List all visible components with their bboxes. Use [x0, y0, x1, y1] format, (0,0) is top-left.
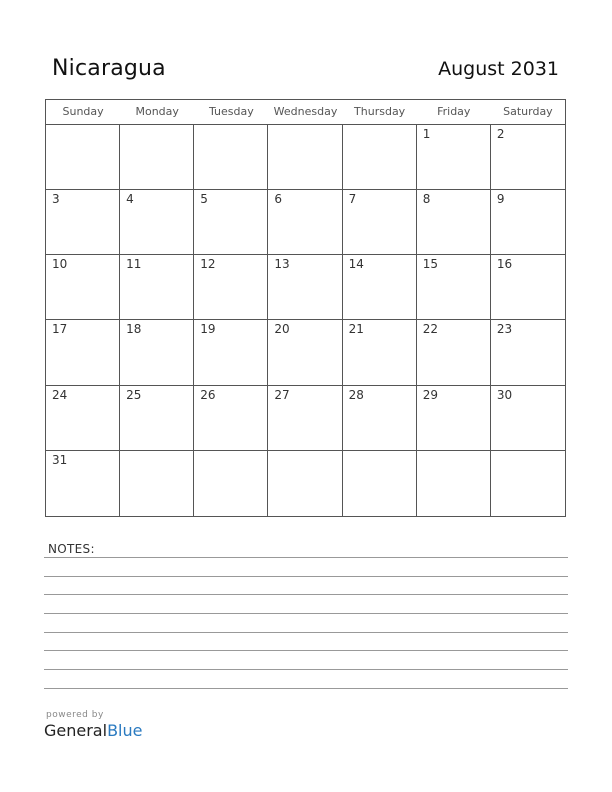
- empty-day-cell: [491, 451, 565, 516]
- empty-day-cell: [194, 125, 268, 190]
- day-number: 23: [496, 322, 513, 337]
- calendar-grid: [45, 99, 566, 517]
- day-number: 13: [274, 257, 290, 272]
- day-cell: [46, 255, 120, 320]
- day-cell: [120, 320, 194, 385]
- note-line: [44, 650, 568, 651]
- day-cell: [46, 451, 120, 516]
- day-number: 18: [126, 322, 142, 337]
- day-cell: [194, 190, 268, 255]
- calendar-body: [46, 125, 565, 516]
- weekday-sunday: Sunday: [62, 105, 104, 118]
- empty-day-cell: [46, 125, 120, 190]
- day-cell: [343, 255, 417, 320]
- day-cell: [268, 386, 342, 451]
- day-number: 10: [52, 257, 68, 272]
- note-line: [44, 594, 568, 595]
- day-number: 7: [348, 192, 357, 207]
- day-cell: [120, 255, 194, 320]
- day-cell: [194, 255, 268, 320]
- empty-day-cell: [120, 125, 194, 190]
- day-number: 17: [52, 322, 68, 337]
- note-line: [44, 688, 568, 689]
- day-number: 14: [348, 257, 364, 272]
- day-number: 8: [422, 192, 431, 207]
- weekday-header-row: [46, 100, 565, 125]
- day-number: 1: [422, 127, 431, 141]
- day-cell: [120, 190, 194, 255]
- day-cell: [194, 386, 268, 451]
- day-cell: [268, 190, 342, 255]
- day-cell: [491, 320, 565, 385]
- day-number: 3: [52, 192, 60, 207]
- day-number: 29: [422, 387, 438, 402]
- day-cell: [343, 386, 417, 451]
- day-number: 27: [274, 387, 290, 402]
- day-cell: [343, 190, 417, 255]
- empty-day-cell: [343, 451, 417, 516]
- day-number: 25: [126, 387, 142, 402]
- generalblue-logo[interactable]: [44, 721, 142, 740]
- weekday-wednesday: Wednesday: [273, 105, 338, 118]
- day-number: 30: [496, 387, 513, 402]
- empty-day-cell: [268, 125, 342, 190]
- note-line: [44, 613, 568, 614]
- day-cell: [491, 386, 565, 451]
- note-line: [44, 576, 568, 577]
- day-cell: [417, 190, 491, 255]
- weekday-monday: Monday: [135, 105, 179, 118]
- day-number: 28: [348, 387, 364, 402]
- day-cell: [491, 125, 565, 190]
- day-cell: [343, 320, 417, 385]
- day-cell: [491, 190, 565, 255]
- day-cell: [46, 320, 120, 385]
- weekday-thursday: Thursday: [354, 105, 406, 118]
- page-title-country: Nicaragua: [52, 56, 166, 81]
- note-line: [44, 632, 568, 633]
- empty-day-cell: [417, 451, 491, 516]
- day-number: 4: [126, 192, 134, 207]
- day-cell: [491, 255, 565, 320]
- day-number: 12: [200, 257, 216, 272]
- notes-label: NOTES:: [48, 542, 95, 556]
- day-cell: [268, 255, 342, 320]
- day-number: 26: [200, 387, 216, 402]
- brand-general: General: [44, 721, 108, 740]
- day-number: 6: [274, 192, 283, 207]
- day-number: 22: [422, 322, 438, 337]
- note-line: [44, 669, 568, 670]
- empty-day-cell: [194, 451, 268, 516]
- day-number: 21: [348, 322, 364, 337]
- day-number: 9: [496, 192, 505, 207]
- weekday-saturday: Saturday: [503, 105, 553, 118]
- day-number: 15: [422, 257, 438, 272]
- empty-day-cell: [343, 125, 417, 190]
- day-cell: [46, 386, 120, 451]
- empty-day-cell: [120, 451, 194, 516]
- day-number: 5: [200, 192, 208, 207]
- day-number: 31: [52, 452, 68, 467]
- day-cell: [46, 190, 120, 255]
- brand-blue: Blue: [107, 721, 143, 740]
- note-line: [44, 557, 568, 558]
- page-title-month: August 2031: [438, 58, 559, 80]
- day-cell: [417, 320, 491, 385]
- day-number: 19: [200, 322, 216, 337]
- day-number: 16: [496, 257, 513, 272]
- day-cell: [268, 320, 342, 385]
- day-number: 2: [496, 127, 505, 141]
- empty-day-cell: [268, 451, 342, 516]
- day-cell: [417, 386, 491, 451]
- day-number: 20: [274, 322, 290, 337]
- weekday-friday: Friday: [437, 105, 471, 118]
- day-cell: [120, 386, 194, 451]
- day-cell: [417, 255, 491, 320]
- day-number: 24: [52, 387, 68, 402]
- day-cell: [417, 125, 491, 190]
- day-number: 11: [126, 257, 142, 272]
- powered-by-text: powered by: [46, 710, 104, 720]
- weekday-tuesday: Tuesday: [208, 105, 254, 118]
- day-cell: [194, 320, 268, 385]
